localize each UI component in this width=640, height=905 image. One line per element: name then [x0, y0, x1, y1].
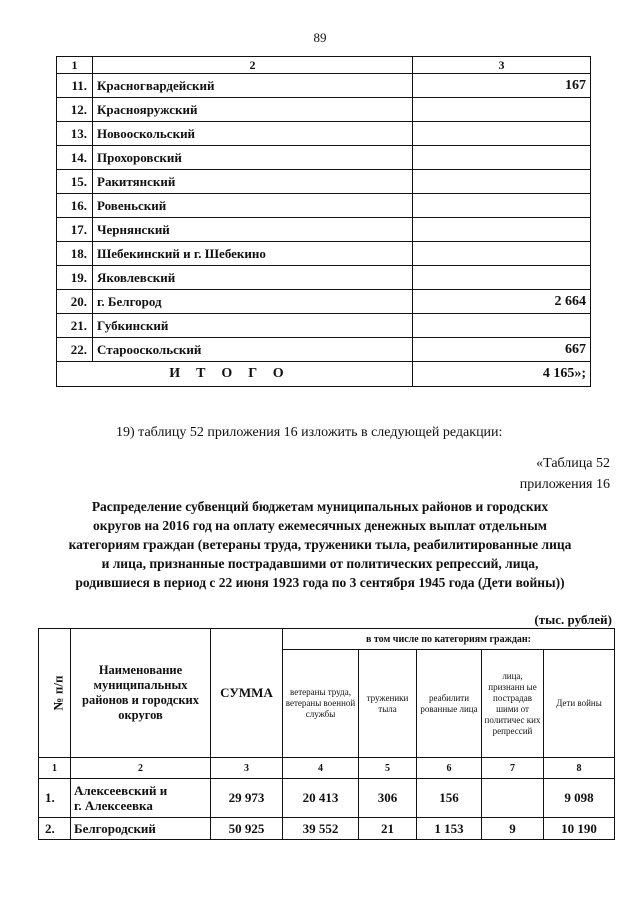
- cell-rehabilitated: 1 153: [417, 818, 482, 840]
- header-category: реабилити рованные лица: [417, 650, 482, 758]
- table-heading: [40, 497, 600, 592]
- cell-veterans: 20 413: [283, 779, 359, 818]
- row-number: 16.: [57, 194, 93, 218]
- header-sum: СУММА: [211, 629, 283, 758]
- column-index: 5: [359, 758, 417, 779]
- table-caption-line1: «Таблица 52: [536, 456, 610, 471]
- row-value: [413, 218, 591, 242]
- district-name: Ровеньский: [93, 194, 413, 218]
- cell-repressed: 9: [482, 818, 544, 840]
- row-number: 14.: [57, 146, 93, 170]
- table-municipal-continuation: [56, 56, 591, 387]
- column-header: 1: [57, 57, 93, 74]
- row-number: 21.: [57, 314, 93, 338]
- row-number: 2.: [39, 818, 71, 840]
- cell-home-front: 306: [359, 779, 417, 818]
- table-row: [57, 122, 591, 146]
- row-value: [413, 266, 591, 290]
- table-header-row: [57, 57, 591, 74]
- row-number: 19.: [57, 266, 93, 290]
- column-index: 7: [482, 758, 544, 779]
- column-index: 3: [211, 758, 283, 779]
- total-value: 4 165»;: [413, 362, 591, 387]
- table-row: [39, 818, 615, 840]
- row-value: [413, 242, 591, 266]
- row-number: 13.: [57, 122, 93, 146]
- district-name: Чернянский: [93, 218, 413, 242]
- page-number: 89: [313, 30, 327, 45]
- row-value: [413, 146, 591, 170]
- cell-sum: 50 925: [211, 818, 283, 840]
- row-value: [413, 170, 591, 194]
- cell-sum: 29 973: [211, 779, 283, 818]
- total-label: ИТОГО: [57, 362, 413, 387]
- amendment-instruction: 19) таблицу 52 приложения 16 изложить в следующей редакции:: [116, 425, 503, 440]
- table-row: [57, 194, 591, 218]
- district-name: Старооскольский: [93, 338, 413, 362]
- column-index: 4: [283, 758, 359, 779]
- table-row: [39, 779, 615, 818]
- total-row: [57, 362, 591, 387]
- row-number: 17.: [57, 218, 93, 242]
- header-category-group: в том числе по категориям граждан:: [283, 629, 615, 650]
- column-index: 2: [71, 758, 211, 779]
- table-row: [57, 170, 591, 194]
- district-name: г. Белгород: [93, 290, 413, 314]
- cell-rehabilitated: 156: [417, 779, 482, 818]
- row-number: 15.: [57, 170, 93, 194]
- header-category: ветераны труда, ветераны военной службы: [283, 650, 359, 758]
- row-number: 12.: [57, 98, 93, 122]
- district-name: Краснояружский: [93, 98, 413, 122]
- district-name: Новооскольский: [93, 122, 413, 146]
- district-name: Яковлевский: [93, 266, 413, 290]
- cell-home-front: 21: [359, 818, 417, 840]
- heading-line: Распределение субвенций бюджетам муниципальных районов и городских: [91, 499, 549, 514]
- column-index: 8: [544, 758, 615, 779]
- cell-veterans: 39 552: [283, 818, 359, 840]
- district-name: Шебекинский и г. Шебекино: [93, 242, 413, 266]
- table-subventions: [38, 628, 615, 840]
- row-value: [413, 194, 591, 218]
- row-number: 22.: [57, 338, 93, 362]
- heading-line: категориям граждан (ветераны труда, труженики тыла, реабилитированные лица: [68, 537, 572, 552]
- table-row: [57, 266, 591, 290]
- header-row-number: № п/п: [39, 629, 71, 758]
- row-number: 11.: [57, 74, 93, 98]
- table-row: [57, 290, 591, 314]
- table-caption-line2: приложения 16: [519, 477, 610, 492]
- table-header-row: [39, 629, 615, 650]
- table-row: [57, 242, 591, 266]
- table-row: [57, 218, 591, 242]
- units-label: (тыс. рублей): [534, 612, 612, 627]
- row-value: 667: [413, 338, 591, 362]
- row-number: 20.: [57, 290, 93, 314]
- heading-line: родившиеся в период с 22 июня 1923 года по 3 сентября 1945 года (Дети войны)): [75, 575, 565, 590]
- table-row: [57, 314, 591, 338]
- table-row: [57, 338, 591, 362]
- district-name: Алексеевский и г. Алексеевка: [71, 779, 211, 818]
- district-name: Губкинский: [93, 314, 413, 338]
- heading-line: и лица, признанные пострадавшими от политических репрессий, лица,: [101, 556, 539, 571]
- row-value: [413, 98, 591, 122]
- cell-war-children: 10 190: [544, 818, 615, 840]
- district-name: Прохоровский: [93, 146, 413, 170]
- row-number: 1.: [39, 779, 71, 818]
- row-value: [413, 122, 591, 146]
- row-value: [413, 314, 591, 338]
- header-category: труженики тыла: [359, 650, 417, 758]
- cell-war-children: 9 098: [544, 779, 615, 818]
- column-index: 6: [417, 758, 482, 779]
- table-row: [57, 98, 591, 122]
- district-name: Красногвардейский: [93, 74, 413, 98]
- row-number: 18.: [57, 242, 93, 266]
- table-row: [57, 146, 591, 170]
- header-name: Наименование муниципальных районов и городских округов: [71, 629, 211, 758]
- district-name: Ракитянский: [93, 170, 413, 194]
- column-header: 2: [93, 57, 413, 74]
- district-name: Белгородский: [71, 818, 211, 840]
- header-category: лица, признанн ые пострадав шими от политичес ких репрессий: [482, 650, 544, 758]
- heading-line: округов на 2016 год на оплату ежемесячных денежных выплат отдельным: [93, 518, 547, 533]
- row-value: 167: [413, 74, 591, 98]
- column-header: 3: [413, 57, 591, 74]
- table-row: [57, 74, 591, 98]
- column-index: 1: [39, 758, 71, 779]
- column-index-row: [39, 758, 615, 779]
- header-category: Дети войны: [544, 650, 615, 758]
- row-value: 2 664: [413, 290, 591, 314]
- cell-repressed: [482, 779, 544, 818]
